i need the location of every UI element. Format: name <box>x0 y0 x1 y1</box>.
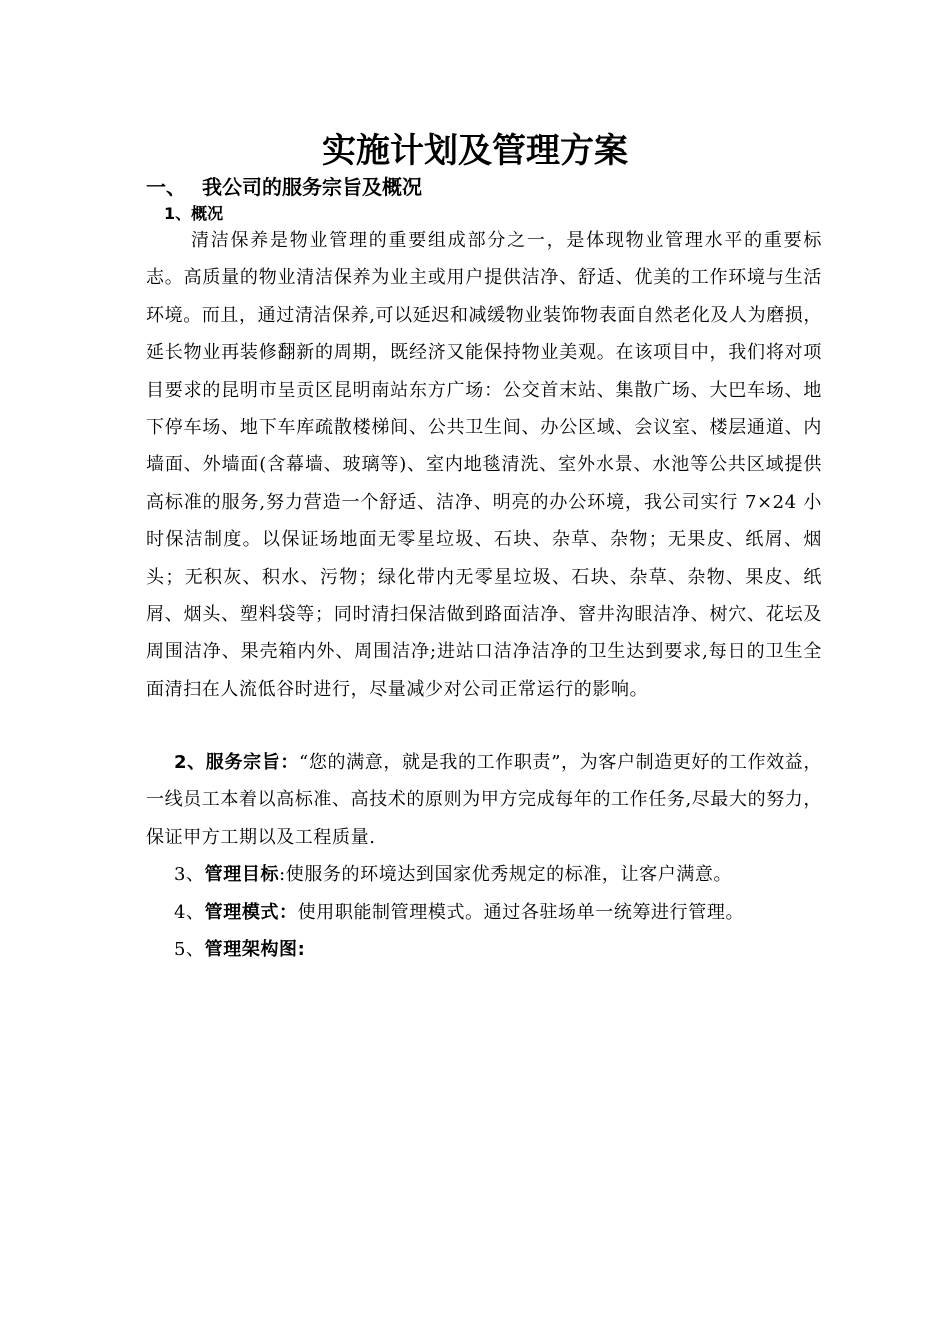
management-chart-label: 管理架构图: <box>204 939 306 961</box>
management-mode-label: 管理模式： <box>204 901 298 923</box>
management-mode-text: 使用职能制管理模式。通过各驻场单一统筹进行管理。 <box>297 901 745 923</box>
section-heading <box>146 174 422 200</box>
management-goal-paragraph <box>146 856 822 893</box>
management-chart-paragraph <box>146 931 822 968</box>
service-purpose-text: “您的满意，就是我的工作职责”，为客户制造更好的工作效益，一线员工本着以高标准、高技术的原则为甲方完成每年的工作任务,尽最大的努力，保证甲方工期以及工程质量. <box>146 752 822 848</box>
service-purpose-label: 2、服务宗旨： <box>174 752 300 773</box>
section-number: 一、 <box>146 175 186 199</box>
management-goal-number: 3、 <box>174 864 205 886</box>
overview-paragraph: 清洁保养是物业管理的重要组成部分之一，是体现物业管理水平的重要标志。高质量的物业清洁保养为业主或用户提供洁净、舒适、优美的工作环境与生活环境。而且，通过清洁保养,可以延迟和减缓物业装饰物表面自然老化及人为磨损，延长物业再装修翻新的周期，既经济又能保持物业美观。在该项目中，我们将对项目要求的昆明市呈贡区昆明南站东方广场：公交首末站、集散广场、大巴车场、地下停车场、地下车库疏散楼梯间、公共卫生间、办公区域、会议室、楼层通道、内墙面、外墙面(含幕墙、玻璃等)、室内地毯清洗、室外水景、水池等公共区域提供高标准的服务,努力营造一个舒适、洁净、明亮的办公环境，我公司实行 7×24 小时保洁制度。以保证场地面无零星垃圾、石块、杂草、杂物；无果皮、纸屑、烟头；无积灰、积水、污物；绿化带内无零星垃圾、石块、杂草、杂物、果皮、纸屑、烟头、塑料袋等；同时清扫保洁做到路面洁净、窨井沟眼洁净、树穴、花坛及周围洁净、果壳箱内外、周围洁净;进站口洁净洁净的卫生达到要求,每日的卫生全面清扫在人流低谷时进行，尽量减少对公司正常运行的影响。 <box>146 230 822 700</box>
management-chart-number: 5、 <box>174 939 205 961</box>
document-body-rest <box>146 744 822 968</box>
management-goal-label: 管理目标 <box>204 864 280 886</box>
section-heading-text: 我公司的服务宗旨及概况 <box>202 175 422 199</box>
overview-heading: 1、概况 <box>164 204 224 223</box>
document-title: 实施计划及管理方案 <box>322 131 628 171</box>
service-purpose-paragraph <box>146 744 822 856</box>
management-mode-number: 4、 <box>174 901 205 923</box>
management-goal-text: :使服务的环境达到国家优秀规定的标准，让客户满意。 <box>279 864 733 886</box>
management-mode-paragraph <box>146 894 822 931</box>
